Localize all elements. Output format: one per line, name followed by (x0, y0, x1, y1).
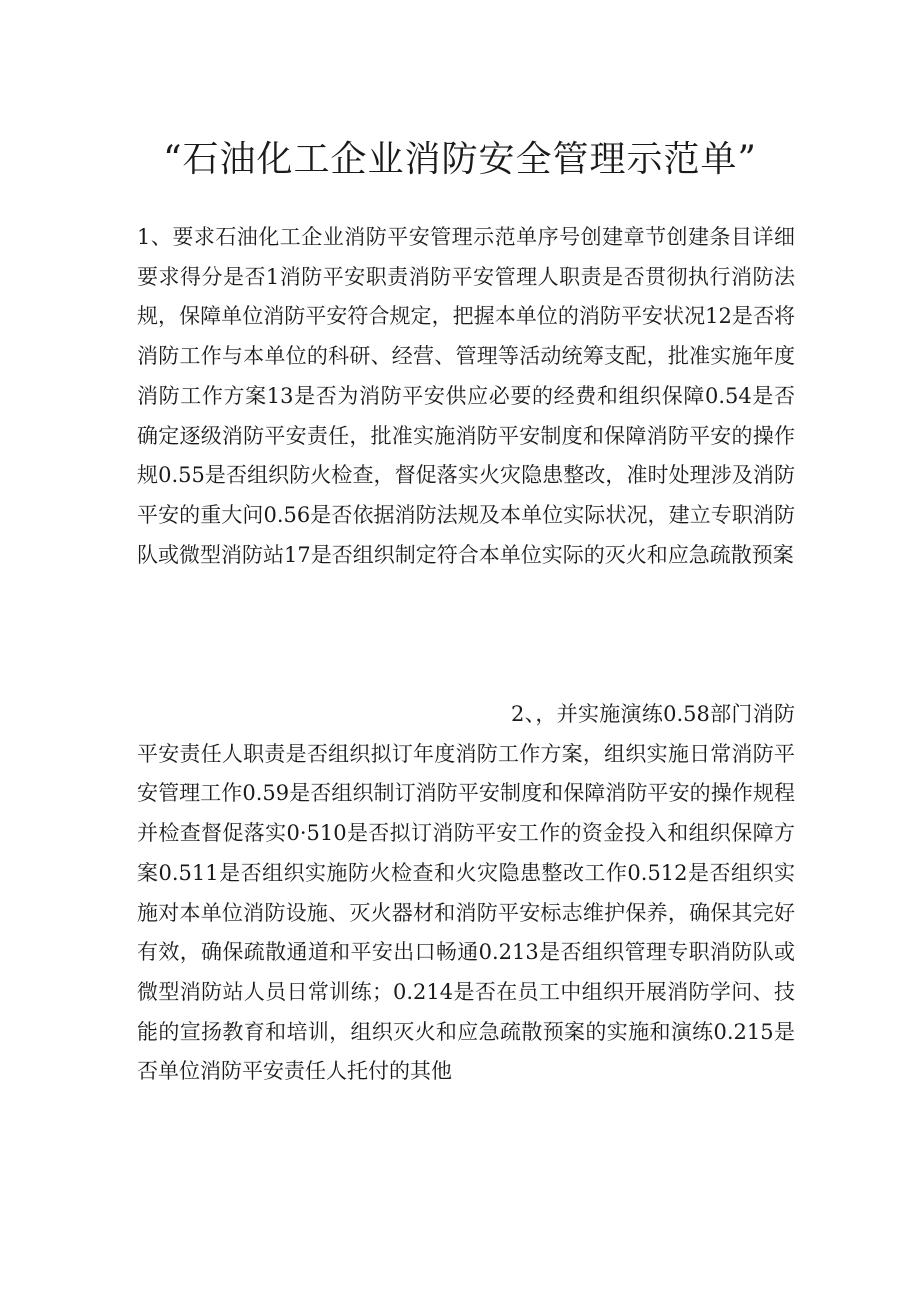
paragraph-2: 2、，并实施演练0.58部门消防平安责任人职责是否组织拟订年度消防工作方案，组织实施日常消防平安管理工作0.59是否组织制订消防平安制度和保障消防平安的操作规程并检查督促落实0·510是否拟订消防平安工作的资金投入和组织保障方案0.511是否组织实施防火检查和火灾隐患整改工作0.512是否组织实施对本单位消防设施、灭火器材和消防平安标志维护保养，确保其完好有效，确保疏散通道和平安出口畅通0.213是否组织管理专职消防队或微型消防站人员日常训练；0.214是否在员工中组织开展消防学问、技能的宣扬教育和培训，组织灭火和应急疏散预案的实施和演练0.215是否单位消防平安责任人托付的其他 (137, 702, 795, 1084)
paragraph-1: 1、要求石油化工企业消防平安管理示范单序号创建章节创建条目详细要求得分是否1消防平安职责消防平安管理人职责是否贯彻执行消防法规，保障单位消防平安符合规定，把握本单位的消防平安状况12是否将消防工作与本单位的科研、经营、管理等活动统筹支配，批准实施年度消防工作方案13是否为消防平安供应必要的经费和组织保障0.54是否确定逐级消防平安责任，批准实施消防平安制度和保障消防平安的操作规0.55是否组织防火检查，督促落实火灾隐患整改，准时处理涉及消防平安的重大问0.56是否依据消防法规及本单位实际状况，建立专职消防队或微型消防站17是否组织制定符合本单位实际的灭火和应急疏散预案 (137, 225, 795, 567)
document-title: “石油化工企业消防安全管理示范单” (163, 139, 757, 180)
